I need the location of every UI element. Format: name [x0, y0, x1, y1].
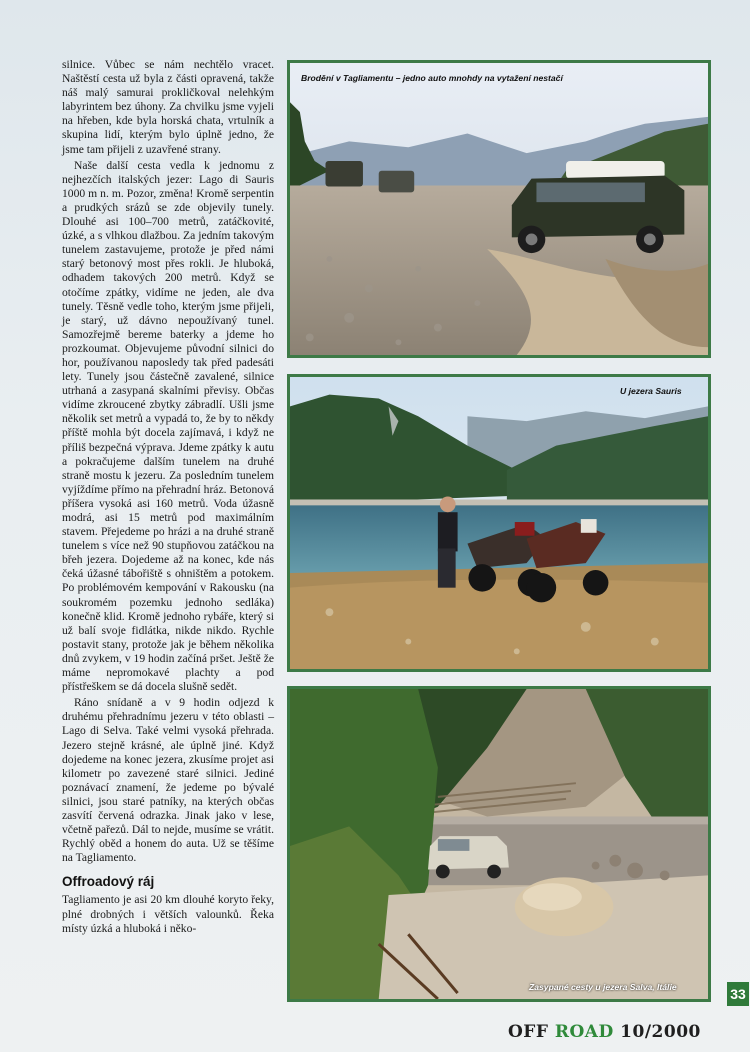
lake-sauris-image: [290, 377, 708, 669]
footer-off: OFF: [508, 1022, 555, 1042]
photo-lake-sauris: [287, 374, 711, 672]
article-paragraph: Ráno snídaně a v 9 hodin odjezd k druhému přehradnímu jezeru v této oblasti – Lago di Selva. Také velmi vysoká přehrada. Jezero stejně krásné, ale úplně jiné. Když dojedeme na konec jezera, zkusíme projet asi kilometr po zavezené staré silnici. Jediné poznávací znamení, že jedeme po bývalé silnici, jsou staré patníky, na kterých občas zasvítí červená odrazka. Jinak jako v lese, včetně pařezů. Dál to nejde, musíme se vrátit. Rychlý oběd a honem do auta. Už se těšíme na Tagliamento.: [62, 696, 274, 865]
article-subheading: Offroadový ráj: [62, 874, 155, 890]
footer-issue: 10/2000: [613, 1022, 701, 1042]
page-number: 33: [727, 982, 749, 1006]
photo-river-crossing: [287, 60, 711, 358]
river-crossing-image: [290, 63, 708, 355]
photo2-caption: U jezera Sauris: [620, 386, 682, 396]
footer-road: ROAD: [554, 1022, 614, 1042]
article-paragraph: silnice. Vůbec se nám nechtělo vracet. Naštěstí cesta už byla z části opravená, takže náš malý samurai prokličkoval nelehkým labyrintem bez úhony. Za chvilku jsme vyjeli na hřeben, kde byla horská chata, vrtulník a skupina lidí, kterým bylo úplně jedno, že jsme tam přijeli z uzavřené strany.: [62, 58, 274, 156]
photo3-caption: Zasypané cesty u jezera Salva, Itálie: [529, 982, 677, 992]
photo-landslide-road: [287, 686, 711, 1002]
photo1-caption: Brodění v Tagliamentu – jedno auto mnohdy na vytažení nestačí: [301, 73, 563, 83]
article-paragraph: Naše další cesta vedla k jednomu z nejhezčích italských jezer: Lago di Sauris 1000 m n. m. Pozor, změna! Kromě serpentin a prudkých srázů se zde objevily tunely. Dlouhé asi 100–700 metrů, zatáčkovité, úzké, a s vlhkou dlažbou. Za jedním takovým tunelem zastavujeme, protože je před námi starý betonový most přes rokli. Je hluboká, odhadem takových 200 metrů. Když se otočíme zpátky, vidíme ne jeden, ale dva tunely. Těsně vedle toho, kterým jsme přijeli, je starý, už dávno nepoužívaný tunel. Samozřejmě bereme baterky a jdeme ho prozkoumat. Objevujeme původní silnici do hor, používanou naposledy tak před padesáti lety. Tunely jsou částečně zavalené, silnice utrhaná a zasypaná skalními převisy. Občas vidíme zkroucené zbytky zábradlí. Ušli jsme několik set metrů a vypadá to, že by to někdy příště mohla být docela zajímavá, i když ne příliš bezpečná výprava. Jdeme zpátky k autu a pokračujeme dalším tunelem na druhé straně mostu k jezeru. Za posledním tunelem vyjíždíme přímo na přehradní hráz. Betonová příšera vysoká asi 160 metrů. Voda úžasně modrá, asi 15 metrů pod maximálním stavem. Přejedeme po hrázi a na druhé straně tunelem s více než 90 stupňovou zatáčkou na břeh jezera. Dojedeme až na konec, kde nás čeká úžasné tábořiště s ohništěm a potokem. Po problémovém kempování v Rakousku (na soukromém pozemku jednoho sedláka) konečně klid. Kromě jednoho rybáře, který si už balí svoje fidlátka, nikde nikdo. Rychle postavit stany, protože jak je během několika dnů zvykem, v 19 hodin začíná pršet. Ještě že máme nepromokavé plachty a pod přístřeškem se dá docela slušně sedět.: [62, 158, 274, 694]
magazine-footer: [508, 1022, 701, 1042]
article-paragraph: Tagliamento je asi 20 km dlouhé koryto řeky, plné drobných i větších valounků. Řeka místy úzká a hluboká i něko-: [62, 893, 274, 935]
landslide-road-image: [290, 689, 708, 999]
article-column: [62, 58, 274, 938]
